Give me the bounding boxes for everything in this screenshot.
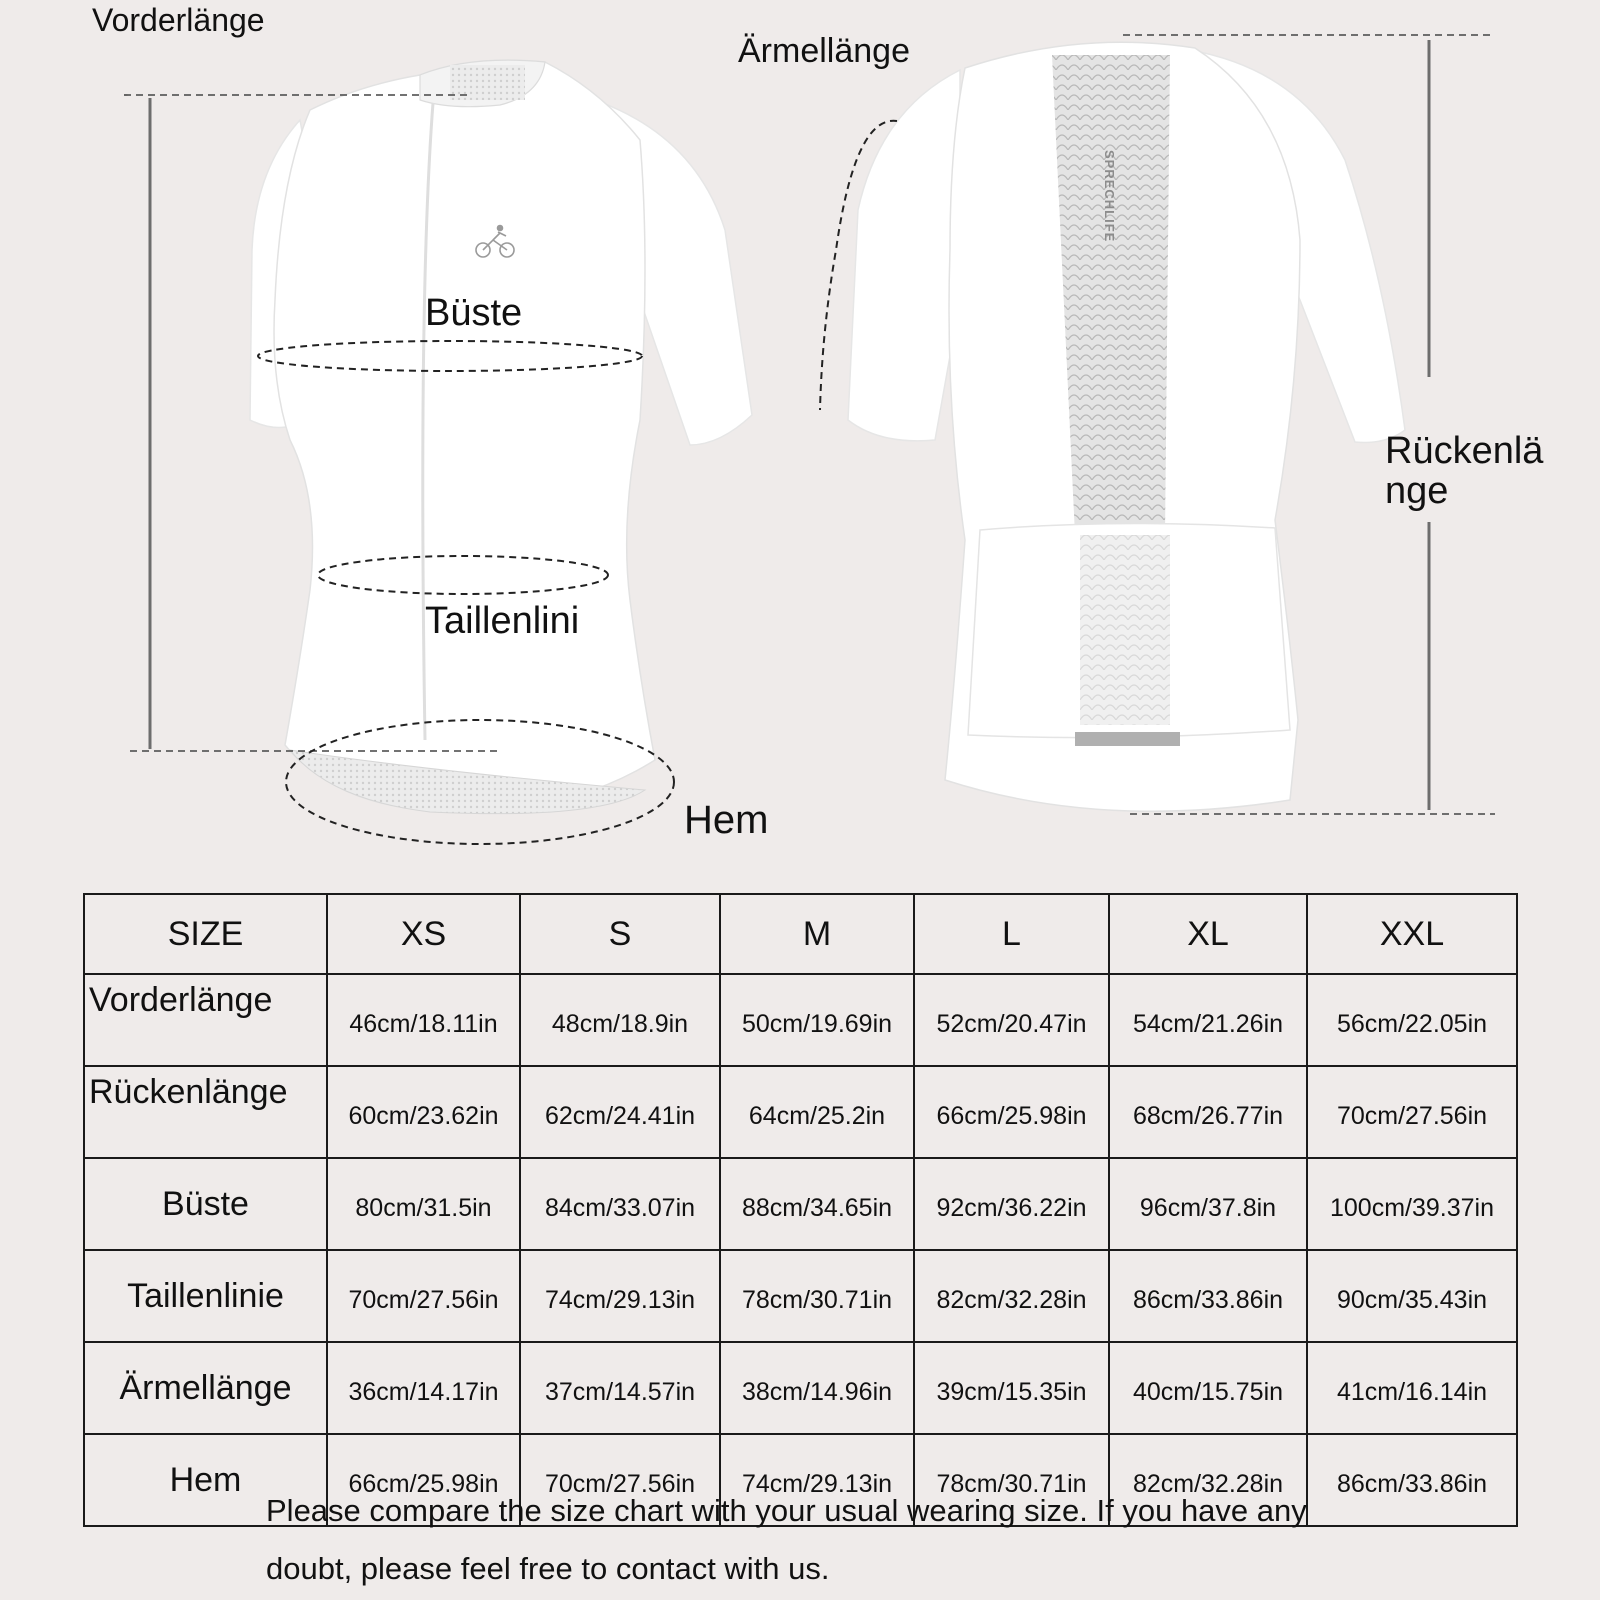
table-cell: 86cm/33.86in: [1109, 1250, 1307, 1342]
table-cell: 36cm/14.17in: [327, 1342, 520, 1434]
size-column-header: L: [914, 894, 1109, 974]
front-jersey: [250, 60, 752, 813]
table-cell: 78cm/30.71in: [720, 1250, 914, 1342]
waist-label: Taillenlini: [425, 600, 580, 642]
size-column-header: M: [720, 894, 914, 974]
table-cell: 64cm/25.2in: [720, 1066, 914, 1158]
table-row: [84, 974, 1517, 1066]
table-cell: 70cm/27.56in: [1307, 1066, 1517, 1158]
sleeve-length-label: Ärmellänge: [738, 32, 910, 70]
table-row: [84, 1066, 1517, 1158]
size-column-header: S: [520, 894, 720, 974]
back-length-label-line1: Rückenlä: [1385, 430, 1544, 472]
table-cell: 54cm/21.26in: [1109, 974, 1307, 1066]
table-cell: 50cm/19.69in: [720, 974, 914, 1066]
note-line-2: doubt, please feel free to contact with us.: [266, 1551, 830, 1586]
table-header-row: [84, 894, 1517, 974]
table-cell: 41cm/16.14in: [1307, 1342, 1517, 1434]
table-cell: 70cm/27.56in: [327, 1250, 520, 1342]
table-cell: 88cm/34.65in: [720, 1158, 914, 1250]
hem-label: Hem: [684, 798, 769, 842]
table-cell: 66cm/25.98in: [327, 1434, 520, 1526]
back-left-sleeve: [848, 70, 960, 441]
row-label-front-length: Vorderlänge: [84, 974, 327, 1066]
row-label-bust: Büste: [84, 1158, 327, 1250]
size-advice-note: [266, 1482, 1466, 1598]
row-label-waist: Taillenlinie: [84, 1250, 327, 1342]
size-header-cell: SIZE: [84, 894, 327, 974]
row-label-hem: Hem: [84, 1434, 327, 1526]
row-label-back-length: Rückenlänge: [84, 1066, 327, 1158]
back-reflective-tab: [1075, 732, 1180, 746]
table-cell: 60cm/23.62in: [327, 1066, 520, 1158]
table-cell: 37cm/14.57in: [520, 1342, 720, 1434]
row-label-sleeve-length: Ärmellänge: [84, 1342, 327, 1434]
table-cell: 82cm/32.28in: [1109, 1434, 1307, 1526]
back-brand-text: SPRECHLIFE: [1102, 150, 1117, 243]
table-cell: 74cm/29.13in: [520, 1250, 720, 1342]
table-cell: 70cm/27.56in: [520, 1434, 720, 1526]
table-cell: 40cm/15.75in: [1109, 1342, 1307, 1434]
table-cell: 52cm/20.47in: [914, 974, 1109, 1066]
table-cell: 62cm/24.41in: [520, 1066, 720, 1158]
table-cell: 39cm/15.35in: [914, 1342, 1109, 1434]
table-cell: 68cm/26.77in: [1109, 1066, 1307, 1158]
table-cell: 100cm/39.37in: [1307, 1158, 1517, 1250]
bust-label: Büste: [425, 292, 523, 334]
back-length-label-line2: nge: [1385, 470, 1449, 512]
table-cell: 38cm/14.96in: [720, 1342, 914, 1434]
front-length-label: Vorderlänge: [92, 2, 265, 38]
size-chart-table: [83, 893, 1518, 1527]
size-column-header: XS: [327, 894, 520, 974]
table-row: [84, 1158, 1517, 1250]
table-cell: 90cm/35.43in: [1307, 1250, 1517, 1342]
table-cell: 86cm/33.86in: [1307, 1434, 1517, 1526]
front-body: [274, 60, 655, 811]
table-cell: 74cm/29.13in: [720, 1434, 914, 1526]
table-cell: 46cm/18.11in: [327, 974, 520, 1066]
size-column-header: XL: [1109, 894, 1307, 974]
table-row: [84, 1250, 1517, 1342]
table-cell: 80cm/31.5in: [327, 1158, 520, 1250]
table-cell: 56cm/22.05in: [1307, 974, 1517, 1066]
table-cell: 66cm/25.98in: [914, 1066, 1109, 1158]
table-cell: 82cm/32.28in: [914, 1250, 1109, 1342]
table-cell: 48cm/18.9in: [520, 974, 720, 1066]
table-row: [84, 1342, 1517, 1434]
size-column-header: XXL: [1307, 894, 1517, 974]
table-cell: 78cm/30.71in: [914, 1434, 1109, 1526]
back-pocket-mesh: [1080, 535, 1170, 725]
table-cell: 84cm/33.07in: [520, 1158, 720, 1250]
table-cell: 92cm/36.22in: [914, 1158, 1109, 1250]
back-jersey: [848, 42, 1405, 811]
note-line-1: Please compare the size chart with your usual wearing size. If you have any: [266, 1493, 1307, 1528]
table-cell: 96cm/37.8in: [1109, 1158, 1307, 1250]
